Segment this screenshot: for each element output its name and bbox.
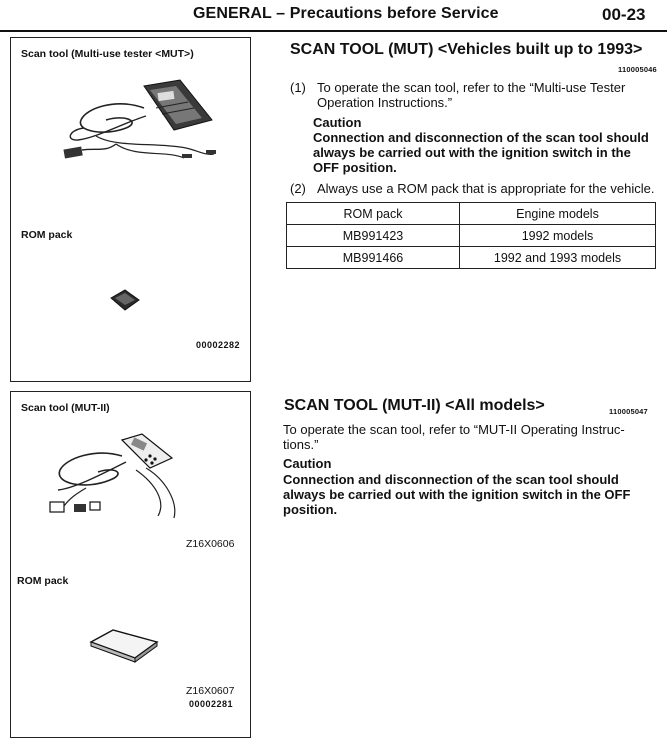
table-header-row xyxy=(287,203,656,225)
section-ref-number: 110005047 xyxy=(609,407,648,416)
caution-line-2: always be carried out with the ignition switch in the xyxy=(313,145,631,160)
figure-code: 00002281 xyxy=(189,699,234,709)
figure-label-scan-tool: Scan tool (MUT-II) xyxy=(21,402,110,414)
step-2-text: Always use a ROM pack that is appropriate for the vehicle. xyxy=(317,181,655,196)
table-header-engine-models: Engine models xyxy=(460,203,656,225)
section-2-line-2: tions.” xyxy=(283,437,319,452)
caution-heading: Caution xyxy=(283,456,332,471)
caution-line-1: Connection and disconnection of the scan tool should xyxy=(313,130,649,145)
figure-code-tool: Z16X0606 xyxy=(186,538,235,550)
section-2-line-1: To operate the scan tool, refer to “MUT-II Operating Instruc- xyxy=(283,422,625,437)
caution-heading: Caution xyxy=(313,115,362,130)
rom-pack-illustration xyxy=(107,288,143,314)
table-cell-engine-models: 1992 models xyxy=(460,225,656,247)
step-1-line-2: Operation Instructions.” xyxy=(317,95,453,110)
table-row xyxy=(287,247,656,269)
figure-label-rom-pack: ROM pack xyxy=(17,575,69,587)
header-subtitle: – Precautions before Service xyxy=(271,5,499,22)
section-ref-number: 110005046 xyxy=(618,65,657,74)
caution-line-2: always be carried out with the ignition switch in the OFF xyxy=(283,487,631,502)
rom-pack-illustration xyxy=(83,628,163,668)
table-cell-rom-pack: MB991466 xyxy=(287,247,460,269)
table-cell-engine-models: 1992 and 1993 models xyxy=(460,247,656,269)
figure-label-scan-tool: Scan tool (Multi-use tester <MUT>) xyxy=(21,48,194,60)
mut-tester-illustration xyxy=(56,78,226,168)
section-title-mut: SCAN TOOL (MUT) <Vehicles built up to 1993> xyxy=(290,41,643,58)
figure-code-rom: Z16X0607 xyxy=(186,685,235,697)
figure-mut-ii xyxy=(10,391,251,738)
page-header xyxy=(0,0,667,32)
header-section: GENERAL xyxy=(193,5,272,22)
mut-ii-tester-illustration xyxy=(46,432,206,522)
caution-line-3: position. xyxy=(283,502,338,517)
figure-mut xyxy=(10,37,251,382)
section-title-mut-ii: SCAN TOOL (MUT-II) <All models> xyxy=(284,397,545,414)
step-1 xyxy=(290,80,660,112)
caution-line-3: OFF position. xyxy=(313,160,397,175)
caution-line-1: Connection and disconnection of the scan tool should xyxy=(283,472,619,487)
step-2 xyxy=(290,181,660,197)
table-row xyxy=(287,225,656,247)
page-number: 00-23 xyxy=(602,5,646,24)
table-cell-rom-pack: MB991423 xyxy=(287,225,460,247)
figure-code: 00002282 xyxy=(196,340,241,350)
table-header-rom-pack: ROM pack xyxy=(287,203,460,225)
header-title xyxy=(193,5,499,23)
figure-label-rom-pack: ROM pack xyxy=(21,229,73,241)
step-1-line-1: To operate the scan tool, refer to the “Multi-use Tester xyxy=(317,80,626,95)
step-2-number: (2) xyxy=(290,181,306,196)
step-1-number: (1) xyxy=(290,80,306,95)
rom-pack-table xyxy=(286,202,656,269)
